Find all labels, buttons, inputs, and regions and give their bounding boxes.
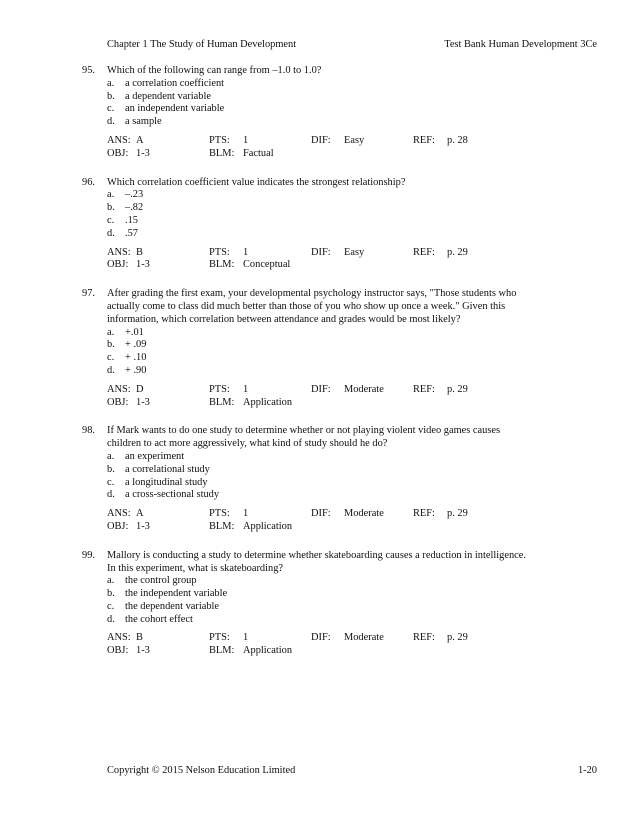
pts-value: 1 [243,134,249,146]
obj-value: 1-3 [136,147,150,159]
pts-label: PTS: [209,632,230,644]
meta-row-1 [107,632,602,645]
answer-option [107,78,602,91]
question-number: 98. [82,425,95,437]
answer-option [107,352,602,365]
option-letter: a. [107,450,115,462]
option-text: –.82 [125,202,144,214]
ans-value: B [136,632,143,644]
dif-label: DIF: [311,632,331,644]
option-text: the control group [125,575,197,587]
meta-row-1 [107,508,602,521]
obj-label: OBJ: [107,520,129,532]
obj-label: OBJ: [107,645,129,657]
answer-option [107,614,602,627]
meta-row-2 [107,397,602,410]
pts-value: 1 [243,632,249,644]
page-header [107,39,597,52]
ref-value: p. 29 [447,632,468,644]
option-letter: b. [107,463,115,475]
dif-label: DIF: [311,508,331,520]
obj-label: OBJ: [107,396,129,408]
blm-label: BLM: [209,645,235,657]
option-letter: b. [107,202,115,214]
option-text: a sample [125,116,162,128]
option-text: an independent variable [125,103,225,115]
option-letter: a. [107,189,115,201]
option-text: a cross-sectional study [125,489,220,501]
obj-label: OBJ: [107,147,129,159]
ref-value: p. 29 [447,508,468,520]
answer-option [107,464,602,477]
option-list [107,327,602,378]
option-text: a correlation coefficient [125,77,225,89]
option-text: –.23 [125,189,144,201]
answer-option [107,103,602,116]
option-text: a longitudinal study [125,476,208,488]
meta-row-1 [107,247,602,260]
footer-copyright: Copyright © 2015 Nelson Education Limited [107,765,296,776]
ans-value: A [136,508,144,520]
answer-metadata [107,632,602,658]
pts-label: PTS: [209,508,230,520]
answer-metadata [107,135,602,161]
answer-option [107,489,602,502]
ans-label: ANS: [107,632,131,644]
ans-label: ANS: [107,383,131,395]
option-letter: d. [107,227,115,239]
question-number: 95. [82,65,95,76]
option-text: the cohort effect [125,613,193,625]
meta-row-1 [107,135,602,148]
question-stem: Which of the following can range from –1.0 to 1.0? [107,65,322,76]
option-text: + .10 [125,352,147,364]
option-list [107,575,602,626]
option-letter: a. [107,326,115,338]
option-list [107,451,602,502]
obj-value: 1-3 [136,520,150,532]
answer-option [107,91,602,104]
obj-value: 1-3 [136,396,150,408]
pts-value: 1 [243,246,249,258]
option-text: .15 [125,214,138,226]
blm-label: BLM: [209,259,235,271]
ans-value: B [136,246,143,258]
ref-value: p. 29 [447,246,468,258]
option-list [107,78,602,129]
footer-page-number: 1-20 [577,765,597,776]
dif-value: Moderate [344,383,384,395]
option-letter: b. [107,588,115,600]
option-letter: a. [107,575,115,587]
obj-value: 1-3 [136,259,150,271]
dif-value: Easy [344,246,365,258]
option-letter: b. [107,339,115,351]
dif-value: Easy [344,134,365,146]
option-text: + .90 [125,364,147,376]
pts-value: 1 [243,508,249,520]
question-item [82,550,602,658]
option-text: .57 [125,227,138,239]
blm-label: BLM: [209,396,235,408]
dif-value: Moderate [344,508,384,520]
question-list [82,65,602,674]
answer-option [107,116,602,129]
option-text: the dependent variable [125,600,220,612]
answer-option [107,451,602,464]
answer-option [107,228,602,241]
dif-label: DIF: [311,383,331,395]
ans-value: D [136,383,144,395]
option-letter: c. [107,352,115,364]
question-body [107,65,602,161]
ref-label: REF: [413,632,435,644]
dif-label: DIF: [311,134,331,146]
option-text: an experiment [125,450,185,462]
pts-value: 1 [243,383,249,395]
blm-label: BLM: [209,520,235,532]
question-stem: Mallory is conducting a study to determine whether skateboarding causes a reduction in intelligence. In this experiment, what is skateboarding? [107,549,526,574]
option-text: +.01 [125,326,144,338]
question-stem: Which correlation coefficient value indicates the strongest relationship? [107,176,406,188]
dif-value: Moderate [344,632,384,644]
blm-label: BLM: [209,147,235,159]
blm-value: Application [243,520,293,532]
option-letter: b. [107,90,115,102]
meta-row-2 [107,148,602,161]
obj-label: OBJ: [107,259,129,271]
answer-option [107,588,602,601]
option-letter: a. [107,77,115,89]
ref-label: REF: [413,383,435,395]
blm-value: Factual [243,147,274,159]
option-text: a dependent variable [125,90,211,102]
question-body [107,425,602,533]
answer-option [107,202,602,215]
answer-metadata [107,508,602,534]
ref-value: p. 28 [447,134,468,146]
option-letter: d. [107,364,115,376]
answer-option [107,339,602,352]
answer-metadata [107,384,602,410]
answer-metadata [107,247,602,273]
blm-value: Application [243,645,293,657]
option-text: + .09 [125,339,147,351]
ref-label: REF: [413,508,435,520]
header-chapter-title: Chapter 1 The Study of Human Development [107,39,297,50]
pts-label: PTS: [209,383,230,395]
question-item [82,425,602,533]
question-body [107,550,602,658]
option-letter: d. [107,116,115,128]
pts-label: PTS: [209,246,230,258]
ref-label: REF: [413,246,435,258]
ans-label: ANS: [107,134,131,146]
answer-option [107,601,602,614]
ref-value: p. 29 [447,383,468,395]
option-letter: c. [107,476,115,488]
dif-label: DIF: [311,246,331,258]
answer-option [107,189,602,202]
page-footer [107,765,597,778]
option-letter: d. [107,489,115,501]
question-number: 96. [82,176,95,188]
question-number: 97. [82,288,95,300]
obj-value: 1-3 [136,645,150,657]
ans-label: ANS: [107,508,131,520]
blm-value: Application [243,396,293,408]
pts-label: PTS: [209,134,230,146]
option-list [107,189,602,240]
question-body [107,288,602,409]
question-stem: If Mark wants to do one study to determine whether or not playing violent video games causes children to act more aggressively, what kind of study should he do? [107,425,501,450]
header-book-title: Test Bank Human Development 3Ce [444,39,597,50]
ans-label: ANS: [107,246,131,258]
answer-option [107,575,602,588]
blm-value: Conceptual [243,259,291,271]
answer-option [107,215,602,228]
option-text: the independent variable [125,588,228,600]
answer-option [107,365,602,378]
question-item [82,288,602,409]
option-letter: d. [107,613,115,625]
question-body [107,177,602,273]
meta-row-2 [107,521,602,534]
option-text: a correlational study [125,463,210,475]
answer-option [107,477,602,490]
answer-option [107,327,602,340]
option-letter: c. [107,600,115,612]
option-letter: c. [107,214,115,226]
ref-label: REF: [413,134,435,146]
question-item [82,177,602,273]
question-number: 99. [82,549,95,561]
meta-row-2 [107,259,602,272]
option-letter: c. [107,103,115,115]
question-item [82,65,602,161]
ans-value: A [136,134,144,146]
question-stem: After grading the first exam, your developmental psychology instructor says, "Those students who actually come to class did much better than those of you who show up once a week." Given this information, which correlation between attendance and grades would be most likely? [107,288,517,325]
meta-row-1 [107,384,602,397]
meta-row-2 [107,645,602,658]
